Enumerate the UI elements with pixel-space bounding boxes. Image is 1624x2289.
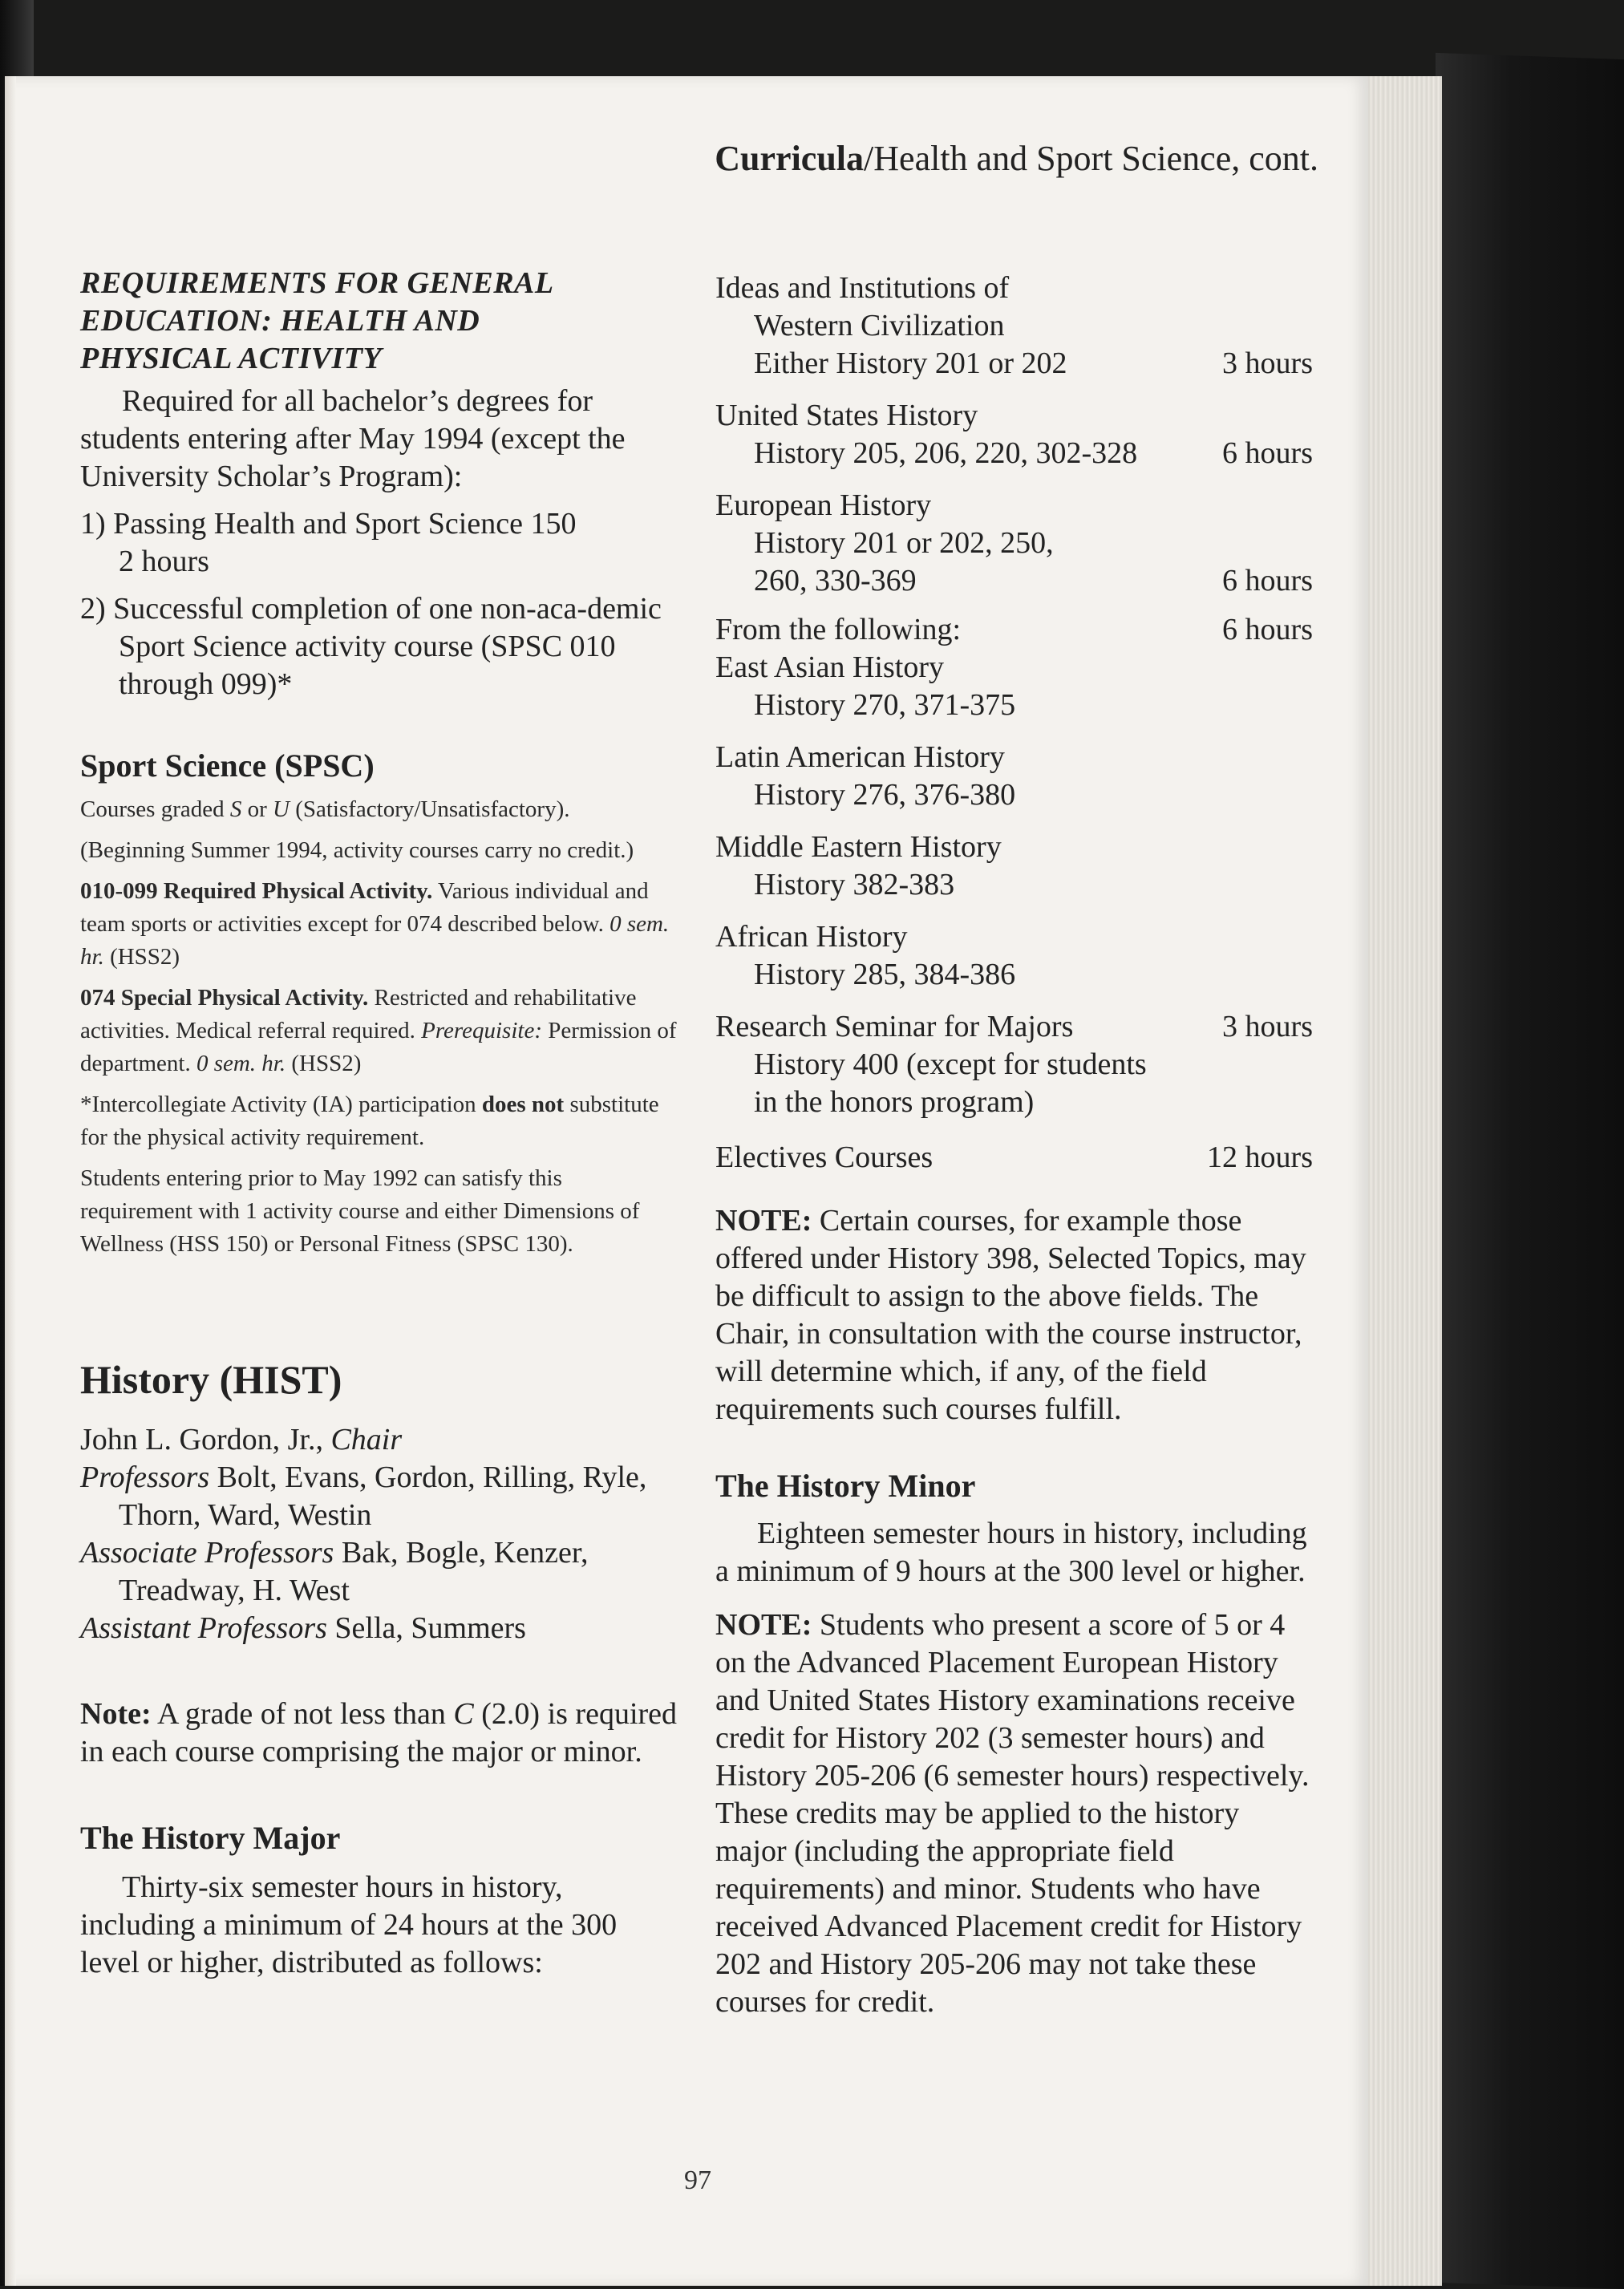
text-run: (Satisfactory/Unsatisfactory). [289, 796, 570, 822]
requirement-group [715, 397, 1313, 472]
requirement-group [715, 1139, 1313, 1177]
requirement-text: History 270, 371-375 [754, 688, 1016, 722]
page-gutter [5, 76, 16, 2286]
requirement-line [715, 918, 1313, 956]
running-head-subsection: /Health and Sport Science, cont. [864, 139, 1318, 178]
major-description: Thirty-six semester hours in history, including a minimum of 24 hours at the 300 level or higher, distributed as follows: [80, 1870, 618, 1979]
course-code: 074 Special Physical Activity. [80, 985, 369, 1011]
requirement-line [715, 525, 1313, 562]
requirement-text: United States History [715, 399, 978, 432]
requirement-group [715, 918, 1313, 994]
gen-ed-item-text: 2) Successful completion of one non-aca-demic Sport Science activity course (SPSC 010 through 099)* [80, 592, 662, 701]
requirement-line [715, 1084, 1313, 1121]
course-hours: 0 sem. hr. [80, 911, 670, 970]
course-entry [80, 982, 678, 1080]
text-run: Assistant Professors [80, 1611, 327, 1645]
requirement-text: History 201 or 202, 250, [754, 526, 1054, 560]
requirement-text: From the following: [715, 613, 962, 646]
requirement-text: History 285, 384-386 [754, 958, 1016, 991]
major-heading: The History Major [80, 1820, 341, 1856]
faculty-assistant [80, 1610, 678, 1647]
faculty-chair [80, 1421, 678, 1459]
requirement-text: History 276, 376-380 [754, 778, 1016, 812]
faculty-list [80, 1421, 678, 1647]
running-head-section: Curricula [715, 139, 865, 178]
requirement-line [715, 611, 1313, 649]
requirement-hours: 6 hours [1222, 613, 1313, 646]
course-prereq-label: Prerequisite: [421, 1018, 542, 1043]
text-run: or [241, 796, 273, 822]
text-run: C [453, 1697, 474, 1731]
faculty-associate [80, 1534, 678, 1610]
book-cover [1436, 53, 1624, 2289]
note-label: NOTE: [715, 1204, 812, 1238]
requirement-line [715, 687, 1313, 724]
ia-footnote [80, 1088, 678, 1154]
course-description: Restricted and rehabilitative activities. Medical referral required. [80, 985, 637, 1043]
requirement-group [715, 269, 1313, 383]
page-stack-edge [1362, 76, 1442, 2286]
note-label: NOTE: [715, 1608, 812, 1642]
requirement-line [715, 866, 1313, 904]
requirement-group [715, 828, 1313, 904]
course-prereq: Permission of department. [80, 1018, 677, 1076]
requirement-line [715, 1139, 1313, 1177]
spsc-heading: Sport Science (SPSC) [80, 747, 375, 784]
course-description: Various individual and team sports or activities except for 074 described below. [80, 878, 649, 937]
spsc-grading [80, 793, 678, 826]
requirement-line [715, 649, 1313, 687]
text-run: Associate Professors [80, 1536, 334, 1570]
gen-ed-heading-line: REQUIREMENTS FOR GENERAL [80, 266, 554, 300]
text-run: Courses graded [80, 796, 230, 822]
requirement-line [715, 397, 1313, 435]
requirement-hours: 3 hours [1222, 346, 1313, 380]
requirement-text: History 400 (except for students [754, 1047, 1147, 1081]
faculty-professors [80, 1459, 678, 1534]
text-run: (2.0) is required in each course comprising the major or minor. [80, 1697, 678, 1768]
requirement-text: European History [715, 488, 932, 522]
requirement-line [715, 828, 1313, 866]
gen-ed-item [80, 590, 678, 703]
requirement-text: Western Civilization [754, 309, 1005, 342]
gen-ed-intro: Required for all bachelor’s degrees for students entering after May 1994 (except the University Scholar’s Program): [80, 384, 626, 493]
text-run: Professors [80, 1461, 210, 1494]
requirement-text: History 205, 206, 220, 302-328 [754, 436, 1138, 470]
gen-ed-heading [80, 265, 678, 378]
requirement-text: Middle Eastern History [715, 830, 1002, 864]
course-tag: (HSS2) [103, 944, 180, 970]
requirement-line [715, 1046, 1313, 1084]
gen-ed-heading-line: PHYSICAL ACTIVITY [80, 342, 383, 375]
grade-note [80, 1695, 678, 1771]
prior-students-note: Students entering prior to May 1992 can satisfy this requirement with 1 activity course and either Dimensions of Wellness (HSS 150) or Personal Fitness (SPSC 130). [80, 1165, 640, 1257]
gen-ed-item [80, 505, 678, 581]
text-run: *Intercollegiate Activity (IA) participation [80, 1092, 482, 1117]
requirement-line [715, 269, 1313, 307]
note-text: Certain courses, for example those offered under History 398, Selected Topics, may be difficult to assign to the above fields. The Chair, in consultation with the course instructor, will determine which, if any, of the field requirements such courses fulfill. [715, 1204, 1306, 1426]
text-run: does not [481, 1092, 565, 1117]
requirement-hours: 6 hours [1222, 564, 1313, 598]
requirement-line [715, 776, 1313, 814]
minor-description: Eighteen semester hours in history, including a minimum of 9 hours at the 300 level or higher. [715, 1517, 1307, 1588]
requirement-text: Latin American History [715, 740, 1005, 774]
requirement-line [715, 307, 1313, 345]
page-number: 97 [684, 2165, 711, 2195]
left-column [80, 265, 678, 1982]
requirement-text: in the honors program) [754, 1085, 1035, 1119]
requirement-text: East Asian History [715, 650, 944, 684]
requirement-group [715, 487, 1313, 600]
course-entry [80, 875, 678, 974]
note-text: Students who present a score of 5 or 4 on the Advanced Placement European History and United States History examinations receive credit for History 202 (3 semester hours) and History 205-206 (6 semester hours) respectively. These credits may be applied to the history major (including the appropriate field requirements) and minor. Students who have received Advanced Placement credit for History 202 and History 205-206 may not take these courses for credit. [715, 1608, 1310, 2019]
requirement-line [715, 562, 1313, 600]
requirement-group [715, 739, 1313, 814]
requirement-line [715, 956, 1313, 994]
requirement-text: 260, 330-369 [754, 564, 917, 598]
requirement-text: African History [715, 920, 908, 954]
spsc-credit-note: (Beginning Summer 1994, activity courses carry no credit.) [80, 837, 634, 863]
note-label: Note: [80, 1697, 152, 1731]
text-run: John L. Gordon, Jr., [80, 1423, 331, 1456]
requirement-hours: 12 hours [1207, 1140, 1313, 1174]
text-run: A grade of not less than [151, 1697, 454, 1731]
text-run: Sella, Summers [326, 1611, 526, 1645]
requirement-line [715, 739, 1313, 776]
ap-credit-note [715, 1606, 1313, 2021]
requirement-line [715, 435, 1313, 472]
text-run: Chair [330, 1423, 403, 1456]
text-run: Bak, Bogle, Kenzer, Treadway, H. West [119, 1536, 589, 1607]
requirement-line [715, 345, 1313, 383]
text-run: S [229, 796, 242, 822]
requirement-group [715, 611, 1313, 724]
requirement-hours: 6 hours [1222, 436, 1313, 470]
running-head [690, 138, 1318, 179]
gen-ed-item-text: 1) Passing Health and Sport Science 150 [80, 507, 577, 541]
requirement-group [715, 1008, 1313, 1121]
requirement-hours: 3 hours [1222, 1010, 1313, 1043]
requirement-text: Research Seminar for Majors [715, 1010, 1074, 1043]
text-run: substitute for the physical activity requirement. [80, 1092, 659, 1150]
gen-ed-heading-line: EDUCATION: HEALTH AND [80, 304, 480, 338]
requirement-text: History 382-383 [754, 868, 955, 901]
requirement-text: Either History 201 or 202 [754, 346, 1067, 380]
field-note [715, 1202, 1313, 1428]
gen-ed-item-hours: 2 hours [119, 545, 209, 578]
requirement-text: Ideas and Institutions of [715, 271, 1010, 305]
minor-heading: The History Minor [715, 1468, 976, 1504]
history-heading: History (HIST) [80, 1357, 342, 1402]
text-run: Bolt, Evans, Gordon, Rilling, Ryle, Thorn, Ward, Westin [119, 1461, 647, 1532]
course-hours: 0 sem. hr. [196, 1051, 286, 1076]
requirement-text: Electives Courses [715, 1140, 933, 1174]
right-column [715, 269, 1313, 2021]
requirement-line [715, 487, 1313, 525]
course-code: 010-099 Required Physical Activity. [80, 878, 433, 904]
requirement-line [715, 1008, 1313, 1046]
text-run: U [273, 796, 290, 822]
course-tag: (HSS2) [286, 1051, 362, 1076]
